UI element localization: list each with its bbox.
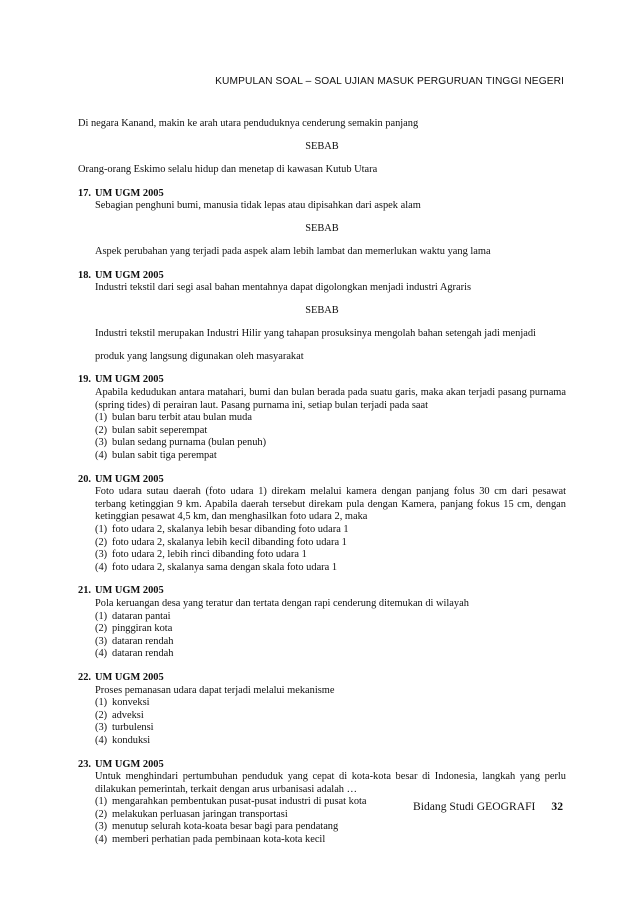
option-number: (1)	[95, 524, 108, 535]
option-text: dataran rendah	[112, 635, 174, 647]
option-text: adveksi	[112, 709, 144, 721]
answer-option	[95, 821, 566, 834]
question-source: UM UGM 2005	[95, 187, 164, 199]
answer-option	[95, 722, 566, 735]
intro-block	[78, 118, 566, 177]
answer-option	[95, 710, 566, 723]
question-17	[78, 188, 566, 259]
statement-line: Industri tekstil dari segi asal bahan mentahnya dapat digolongkan menjadi industri Agraris	[95, 282, 471, 294]
question-number: 18.	[78, 269, 91, 281]
question-18	[78, 270, 566, 364]
answer-option	[95, 611, 566, 624]
option-number: (3)	[95, 549, 108, 561]
option-number: (4)	[95, 648, 108, 660]
option-text: bulan sedang purnama (bulan penuh)	[112, 437, 267, 449]
answer-option	[95, 834, 566, 847]
answer-option	[95, 412, 566, 425]
answer-option	[95, 437, 566, 450]
option-number: (2)	[95, 709, 108, 721]
option-text: foto udara 2, skalanya lebih besar dibanding foto udara 1	[112, 524, 349, 535]
option-number: (1)	[95, 796, 108, 808]
answer-option	[95, 648, 566, 661]
option-text: mengarahkan pembentukan pusat-pusat industri di pusat kota	[112, 796, 367, 808]
question-number: 21.	[78, 585, 91, 597]
option-number: (4)	[95, 450, 108, 462]
answer-option	[95, 549, 566, 562]
question-source: UM UGM 2005	[95, 374, 164, 386]
option-number: (3)	[95, 437, 108, 449]
answer-option	[95, 425, 566, 438]
statement-line: Orang-orang Eskimo selalu hidup dan menetap di kawasan Kutub Utara	[78, 163, 378, 175]
statement-line: Sebagian penghuni bumi, manusia tidak lepas atau dipisahkan dari aspek alam	[95, 200, 421, 212]
question-source: UM UGM 2005	[95, 671, 164, 683]
question-20	[78, 474, 566, 575]
option-text: turbulensi	[112, 722, 154, 734]
page-number: 32	[551, 800, 563, 813]
option-number: (3)	[95, 722, 108, 734]
option-text: foto udara 2, skalanya lebih kecil dibanding foto udara 1	[112, 536, 347, 548]
question-source: UM UGM 2005	[95, 585, 164, 597]
option-number: (4)	[95, 734, 108, 746]
option-text: bulan sabit tiga perempat	[112, 450, 217, 462]
option-number: (4)	[95, 561, 108, 573]
answer-option	[95, 450, 566, 463]
running-header: KUMPULAN SOAL – SOAL UJIAN MASUK PERGURUAN TINGGI NEGERI	[215, 76, 564, 87]
question-number: 19.	[78, 374, 91, 386]
option-text: konduksi	[112, 734, 151, 746]
question-22	[78, 672, 566, 748]
option-number: (1)	[95, 610, 108, 622]
statement-line: Industri tekstil merupakan Industri Hilir yang tahapan prosuksinya mengolah bahan setengah jadi menjadi	[95, 328, 536, 340]
option-text: bulan sabit seperempat	[112, 424, 208, 436]
option-number: (2)	[95, 536, 108, 548]
option-number: (2)	[95, 623, 108, 635]
question-number: 20.	[78, 473, 91, 485]
option-text: foto udara 2, skalanya sama dengan skala foto udara 1	[112, 561, 338, 573]
question-number: 17.	[78, 187, 91, 199]
option-text: konveksi	[112, 697, 150, 709]
answer-option	[95, 623, 566, 636]
statement-line: Di negara Kanand, makin ke arah utara penduduknya cenderung semakin panjang	[78, 118, 419, 129]
page-footer	[413, 801, 563, 814]
statement-line: Aspek perubahan yang terjadi pada aspek alam lebih lambat dan memerlukan waktu yang lama	[95, 246, 491, 258]
sebab-label: SEBAB	[305, 305, 339, 317]
answer-option	[95, 524, 566, 537]
option-text: foto udara 2, lebih rinci dibanding foto udara 1	[112, 549, 307, 561]
question-text: Foto udara sutau daerah (foto udara 1) direkam melalui kamera dengan panjang folus 30 cm dari pesawat terbang ketinggian 9 km. Apabila daerah tersebut direkam pula dengan Kamera, panjang fokus 15 cm, dengan ketinggian pesawat 4,5 km, dan menghasilkan foto udara 2, maka	[95, 486, 566, 523]
question-source: UM UGM 2005	[95, 758, 164, 770]
question-text: Pola keruangan desa yang teratur dan tertata dengan rapi cenderung ditemukan di wilayah	[95, 597, 469, 609]
option-number: (2)	[95, 424, 108, 436]
question-text: Apabila kedudukan antara matahari, bumi dan bulan berada pada suatu garis, maka akan terjadi pasang purnama (spring tides) di perairan laut. Pasang purnama ini, setiap bulan terjadi pada saat	[95, 387, 566, 411]
option-text: dataran pantai	[112, 610, 171, 622]
question-source: UM UGM 2005	[95, 269, 164, 281]
sebab-label: SEBAB	[305, 140, 339, 152]
question-text: Untuk menghindari pertumbuhan penduduk yang cepat di kota-kota besar di Indonesia, langkah yang perlu dilakukan pemerintah, terkait dengan arus urbanisasi adalah …	[95, 771, 566, 795]
question-text: Proses pemanasan udara dapat terjadi melalui mekanisme	[95, 684, 335, 696]
option-text: pinggiran kota	[112, 623, 173, 635]
answer-option	[95, 735, 566, 748]
option-number: (3)	[95, 821, 108, 833]
option-number: (4)	[95, 834, 108, 846]
question-19	[78, 374, 566, 462]
question-21	[78, 585, 566, 661]
option-number: (1)	[95, 697, 108, 709]
answer-option	[95, 537, 566, 550]
option-text: menutup selurah kota-koata besar bagi para pendatang	[112, 821, 339, 833]
option-number: (1)	[95, 412, 108, 424]
option-text: melakukan perluasan jaringan transportasi	[112, 808, 288, 820]
question-number: 23.	[78, 758, 91, 770]
footer-subject: Bidang Studi GEOGRAFI	[413, 800, 536, 813]
question-source: UM UGM 2005	[95, 473, 164, 485]
statement-line: produk yang langsung digunakan oleh masyarakat	[95, 350, 304, 362]
answer-option	[95, 697, 566, 710]
page-content	[78, 118, 566, 847]
answer-option	[95, 562, 566, 575]
option-number: (2)	[95, 808, 108, 820]
answer-option	[95, 636, 566, 649]
sebab-label: SEBAB	[305, 223, 339, 235]
option-text: bulan baru terbit atau bulan muda	[112, 412, 252, 424]
question-number: 22.	[78, 671, 91, 683]
option-text: dataran rendah	[112, 648, 174, 660]
option-number: (3)	[95, 635, 108, 647]
option-text: memberi perhatian pada pembinaan kota-kota kecil	[112, 834, 326, 846]
